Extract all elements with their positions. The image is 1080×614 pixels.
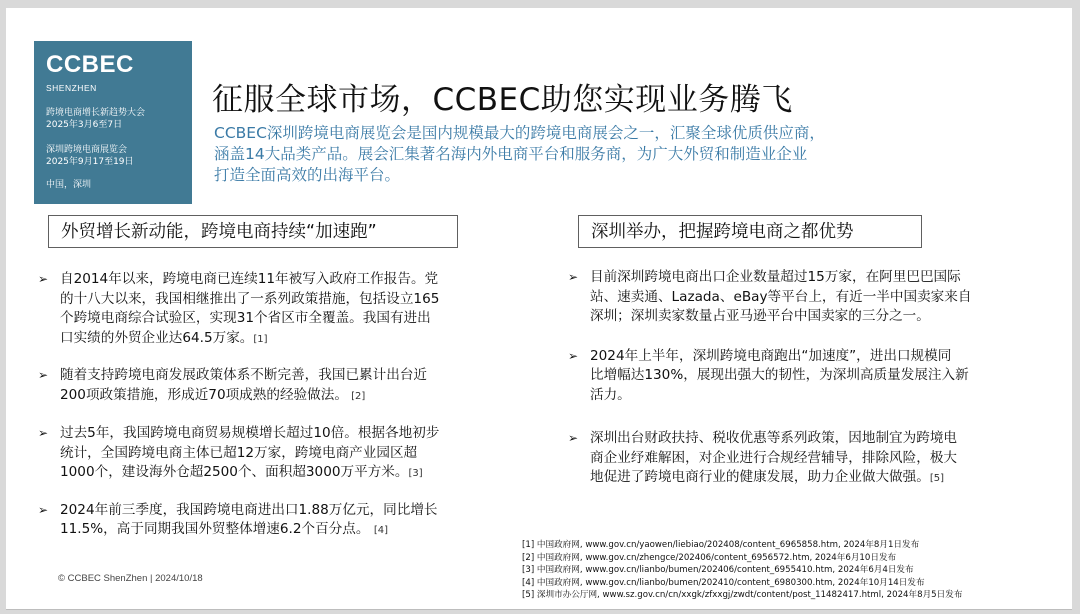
left-bullet-3: ➢ 过去5年，我国跨境电商贸易规模增长超过10倍。根据各地初步 统计，全国跨境电商主体已超12万家，跨境电商产业园区超 1000个，建设海外仓超2500个、面积超3000万平方米。[3] [38,425,440,480]
left-bullet-list [38,270,528,541]
copyright-footer: © CCBEC ShenZhen | 2024/10/18 [58,573,203,584]
logo-brand: CCBEC [46,51,134,78]
event2-date: 2025年9月17至19日 [46,157,134,167]
arrow-bullet-icon: ➢ [568,270,579,284]
intro-paragraph [214,123,974,186]
reference-marker: [2] [347,390,366,402]
reference-marker: [3] [408,468,423,479]
reference-marker: [1] [253,333,268,345]
arrow-bullet-icon: ➢ [38,426,49,440]
intro-line: 涵盖14大品类产品。展会汇集著名海内外电商平台和服务商，为广大外贸和制造业企业 [214,145,808,163]
arrow-bullet-icon: ➢ [38,368,49,382]
logo-city: SHENZHEN [46,83,97,93]
left-bullet-2: ➢ 随着支持跨境电商发展政策体系不断完善，我国已累计出台近 200项政策措施，形成近70项成熟的经验做法。 [2] [38,367,428,403]
reference-marker: [4] [373,525,388,536]
reference-item: [5] 深圳市办公厅网, www.sz.gov.cn/cn/xxgk/zfxxgj/zwdt/content/post_11482417.html, 2024年8月5日发布 [522,590,963,601]
intro-line: 打造全面高效的出海平台。 [214,166,401,184]
left-bullet-1: ➢ 自2014年以来，跨境电商已连续11年被写入政府工作报告。党 的十八大以来，我国相继推出了一系列政策措施，包括设立165 个跨境电商综合试验区，实现31个省区市全覆盖。我国有进出 口实绩的外贸企业达64.5万家。[1] [38,271,440,346]
right-bullet-3: ➢ 深圳出台财政扶持、税收优惠等系列政策，因地制宜为跨境电 商企业纾难解困，对企业进行合规经营辅导，排除风险，极大 地促进了跨境电商行业的健康发展，助力企业做大做强。[5] [568,430,958,485]
divider [6,609,1072,610]
left-bullet-4: ➢ 2024年前三季度，我国跨境电商进出口1.88万亿元，同比增长 11.5%，高于同期我国外贸整体增速6.2个百分点。 [4] [38,501,438,537]
right-bullet-2: ➢ 2024年上半年，深圳跨境电商跑出“加速度”，进出口规模同 比增幅达130%，展现出强大的韧性，为深圳高质量发展注入新 活力。 [568,347,969,403]
reference-item: [3] 中国政府网, www.gov.cn/lianbo/bumen/202406/content_6955410.htm, 2024年6月4日发布 [522,565,914,576]
reference-item: [1] 中国政府网, www.gov.cn/yaowen/liebiao/202408/content_6965858.htm, 2024年8月1日发布 [522,540,920,550]
arrow-bullet-icon: ➢ [568,348,579,363]
arrow-bullet-icon: ➢ [38,502,49,517]
right-bullet-1: ➢ 目前深圳跨境电商出口企业数量超过15万家，在阿里巴巴国际 站、速卖通、Lazada、eBay等平台上，有近一半中国卖家来自 深圳；深圳卖家数量占亚马逊平台中国卖家的三分之一。 [568,269,972,324]
event1-name: 跨境电商增长新趋势大会 [46,108,146,118]
event-location: 中国，深圳 [46,180,92,190]
reference-item: [4] 中国政府网, www.gov.cn/lianbo/bumen/202410/content_6980300.htm, 2024年10月14日发布 [522,577,925,588]
slide [6,8,1072,610]
ccbec-logo-box [34,41,192,204]
intro-line: CCBEC深圳跨境电商展览会是国内规模最大的跨境电商展会之一，汇聚全球优质供应商， [214,124,825,142]
event2-name: 深圳跨境电商展览会 [46,145,128,155]
references-list [522,539,1070,602]
arrow-bullet-icon: ➢ [38,272,49,286]
reference-marker: [5] [929,473,945,484]
reference-item: [2] 中国政府网, www.gov.cn/zhengce/202406/content_6956572.htm, 2024年6月10日发布 [522,552,897,563]
event1-date: 2025年3月6至7日 [46,120,123,130]
page-title: 征服全球市场，CCBEC助您实现业务腾飞 [212,82,793,118]
arrow-bullet-icon: ➢ [568,431,579,445]
right-section-heading: 深圳举办，把握跨境电商之都优势 [578,215,922,248]
left-section-heading: 外贸增长新动能，跨境电商持续“加速跑” [48,215,458,248]
right-bullet-list [568,268,1058,489]
